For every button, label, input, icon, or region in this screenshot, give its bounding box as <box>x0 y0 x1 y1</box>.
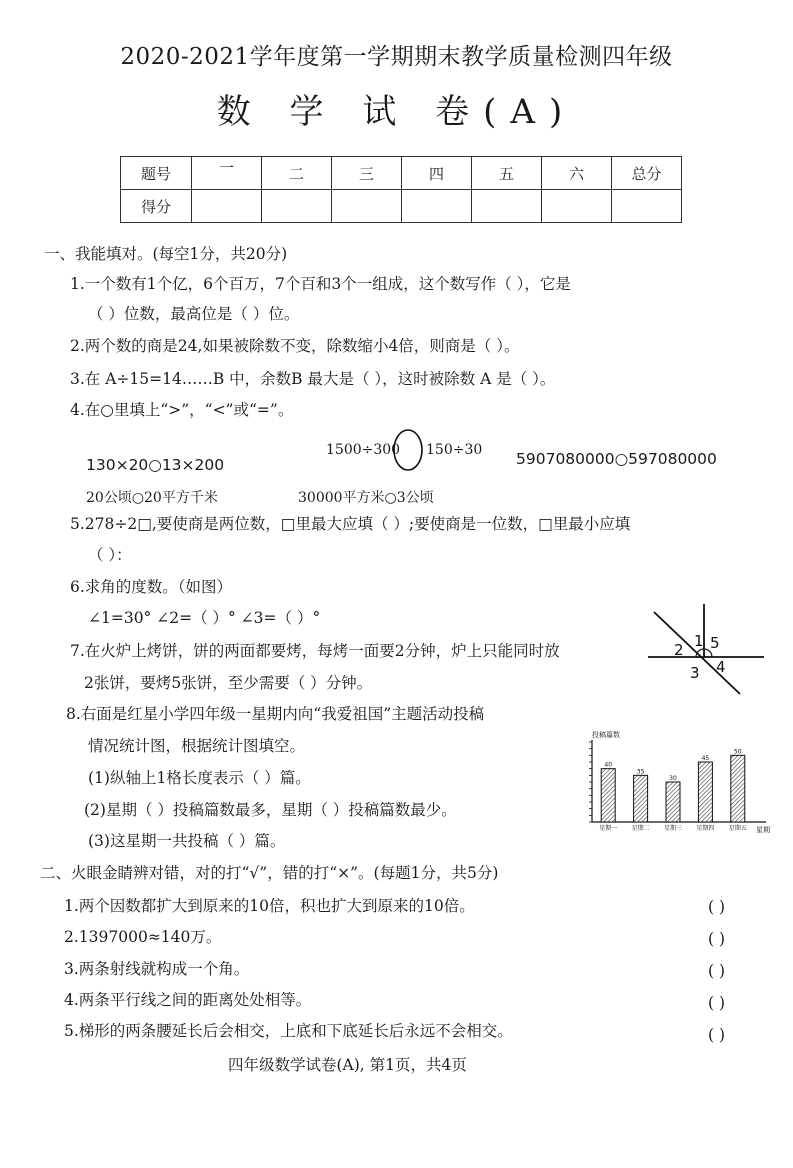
section-1-title: 一、我能填对。(每空1分，共20分) <box>44 245 288 263</box>
chart-data-label: 50 <box>733 748 742 756</box>
question-4-d: 20公顷○20平方千米 <box>86 490 218 506</box>
tf-item-5: 5.梯形的两条腰延长后会相交，上底和下底延长后永远不会相交。 <box>64 1022 513 1040</box>
question-1-line-1: 1.一个数有1个亿，6个百万，7个百和3个一组成，这个数写作（ ），它是 <box>70 275 571 293</box>
tf-answer-5[interactable]: ( ) <box>708 1026 726 1044</box>
chart-bar <box>666 782 680 822</box>
score-cell: 一 <box>192 157 262 190</box>
score-input-cell[interactable] <box>332 190 402 223</box>
chart-bar <box>634 775 648 822</box>
question-8-line-2: 情况统计图，根据统计图填空。 <box>88 737 306 755</box>
question-5-line-1: 5.278÷2□,要使商是两位数，□里最大应填（ ）;要使商是一位数，□里最小应填 <box>70 515 631 533</box>
tf-answer-1[interactable]: ( ) <box>708 898 726 916</box>
tf-item-2: 2.1397000≈140万。 <box>64 928 222 946</box>
chart-data-label: 45 <box>701 755 710 762</box>
question-3: 3.在 A÷15=14……B 中，余数B 最大是（ ），这时被除数 A 是（ ）。 <box>70 370 556 388</box>
chart-category-label: 星期四 <box>696 825 715 832</box>
question-4-e: 30000平方米○3公顷 <box>298 490 434 506</box>
question-7-line-2: 2张饼，要烤5张饼，至少需要（ ）分钟。 <box>84 674 373 692</box>
chart-bar <box>601 769 615 822</box>
question-8-sub-1: (1)纵轴上1格长度表示（ ）篇。 <box>88 769 311 787</box>
score-cell: 六 <box>542 157 612 190</box>
chart-data-label: 35 <box>636 768 645 776</box>
question-2: 2.两个数的商是24,如果被除数不变，除数缩小4倍，则商是（ ）。 <box>70 337 520 355</box>
angle-label: 3 <box>690 664 700 682</box>
chart-bar <box>731 755 745 822</box>
question-6-intro: 6.求角的度数。（如图） <box>70 578 233 596</box>
angle-label: 5 <box>710 634 720 652</box>
score-input-cell[interactable] <box>612 190 682 223</box>
section-2-title: 二、火眼金睛辨对错，对的打“√”，错的打“×”。(每题1分，共5分) <box>40 864 499 882</box>
score-table <box>120 156 682 223</box>
question-4-a: 130×20○13×200 <box>86 456 225 474</box>
chart-category-label: 星期五 <box>728 825 747 832</box>
page-footer: 四年级数学试卷(A), 第1页，共4页 <box>228 1056 467 1074</box>
tf-answer-2[interactable]: ( ) <box>708 930 726 948</box>
tf-item-3: 3.两条射线就构成一个角。 <box>64 960 250 978</box>
score-input-cell[interactable] <box>472 190 542 223</box>
tf-item-1: 1.两个因数都扩大到原来的10倍，积也扩大到原来的10倍。 <box>64 897 475 915</box>
score-input-cell[interactable] <box>402 190 472 223</box>
tf-answer-3[interactable]: ( ) <box>708 962 726 980</box>
exam-header: 2020-2021学年度第一学期期末教学质量检测四年级 <box>120 44 673 70</box>
score-cell: 得分 <box>121 190 192 223</box>
angle-label: 1 <box>694 632 704 650</box>
tf-answer-4[interactable]: ( ) <box>708 994 726 1012</box>
question-4-c: 5907080000○597080000 <box>516 450 717 468</box>
chart-bar <box>698 762 712 822</box>
score-cell: 五 <box>472 157 542 190</box>
score-cell: 三 <box>332 157 402 190</box>
question-1-line-2: （ ）位数，最高位是（ ）位。 <box>88 305 300 323</box>
score-cell: 四 <box>402 157 472 190</box>
score-table-header-row <box>121 157 682 190</box>
score-cell: 总分 <box>612 157 682 190</box>
score-input-cell[interactable] <box>262 190 332 223</box>
chart-data-label: 30 <box>669 775 677 782</box>
question-8-line-1: 8.右面是红星小学四年级一星期内向“我爱祖国”主题活动投稿 <box>66 705 485 723</box>
chart-data-label: 40 <box>604 761 613 769</box>
chart-category-label: 星期一 <box>599 825 618 832</box>
angle-label: 2 <box>674 641 684 659</box>
big-circle-icon[interactable] <box>392 428 424 472</box>
chart-category-label: 星期三 <box>663 825 683 832</box>
chart-category-label: 星期二 <box>631 825 650 832</box>
question-7-line-1: 7.在火炉上烤饼，饼的两面都要烤，每烤一面要2分钟，炉上只能同时放 <box>70 642 560 660</box>
angle-label: 4 <box>716 658 726 676</box>
tf-item-4: 4.两条平行线之间的距离处处相等。 <box>64 991 312 1009</box>
question-6-angles: ∠1=30° ∠2=（ ）° ∠3=（ ）° <box>88 609 321 627</box>
question-5-line-2: （ ）： <box>88 546 132 564</box>
chart-marks <box>589 740 766 832</box>
question-4-b-right: 150÷30 <box>426 442 483 458</box>
question-4-b-left: 1500÷300 <box>326 442 401 458</box>
question-8-sub-3: (3)这星期一共投稿（ ）篇。 <box>88 832 286 850</box>
score-cell: 二 <box>262 157 332 190</box>
question-8-sub-2: (2)星期（ ）投稿篇数最多，星期（ ）投稿篇数最少。 <box>84 801 457 819</box>
chart-x-axis-label: 星期 <box>756 826 770 834</box>
chart-y-axis-label: 投稿篇数 <box>592 731 620 739</box>
score-cell: 题号 <box>121 157 192 190</box>
score-table-score-row <box>121 190 682 223</box>
score-input-cell[interactable] <box>192 190 262 223</box>
score-input-cell[interactable] <box>542 190 612 223</box>
exam-title: 数 学 试 卷(A) <box>216 92 577 132</box>
submission-bar-chart <box>576 726 772 840</box>
angle-figure <box>644 600 768 700</box>
question-4-intro: 4.在○里填上“>”，“<”或“=”。 <box>70 401 294 419</box>
